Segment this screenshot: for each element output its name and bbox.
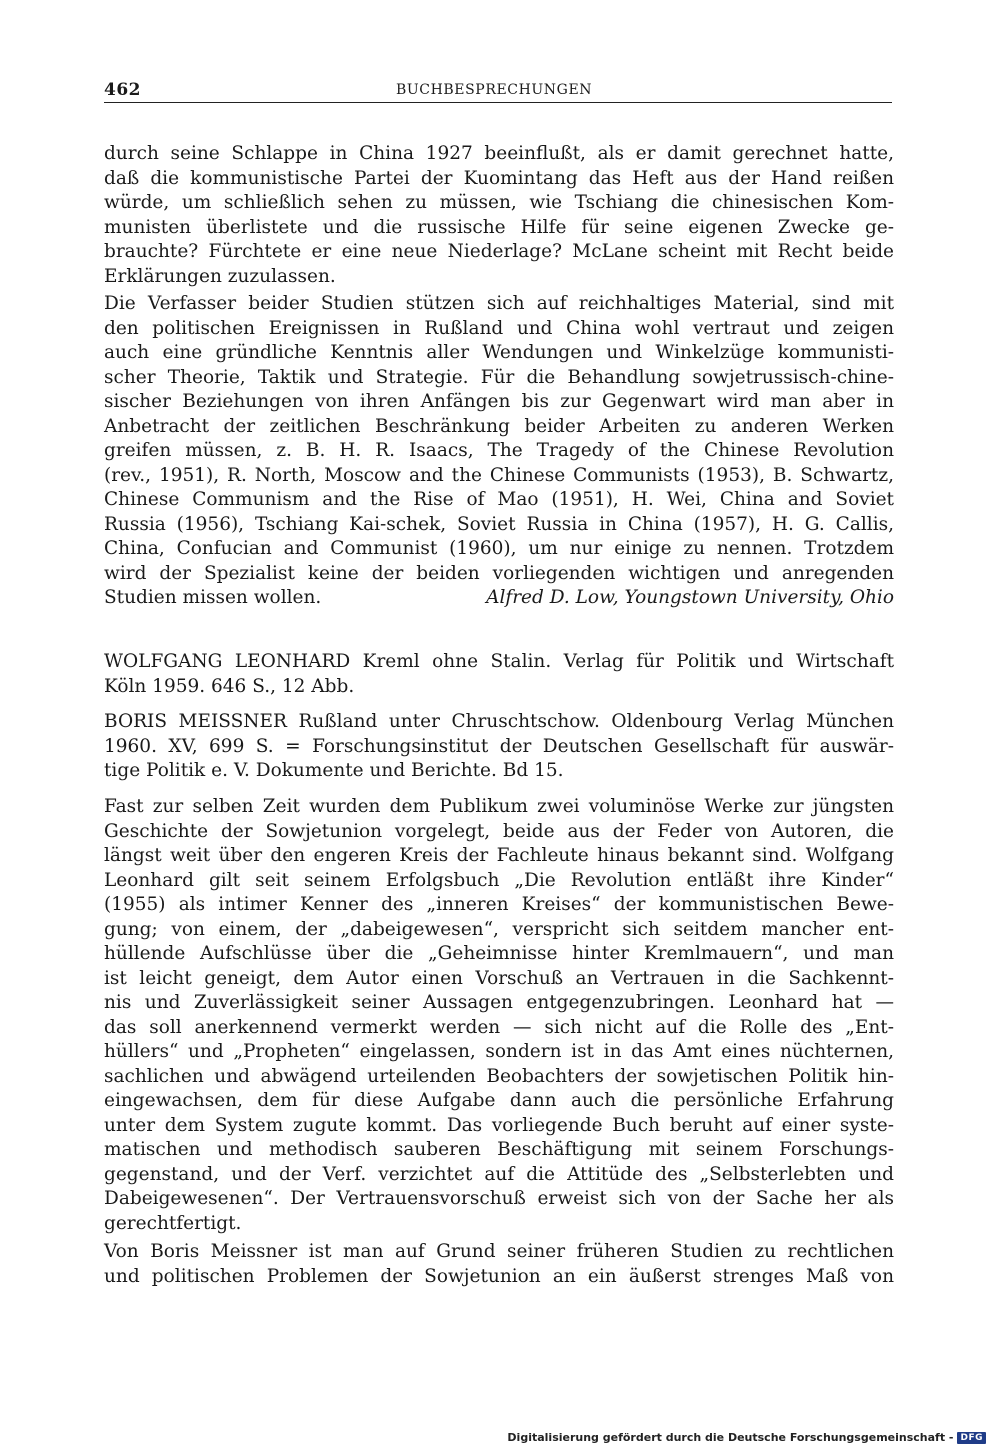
- text-line: sachlichen und abwägend urteilenden Beobachters der sowjetischen Politik hin-: [104, 1065, 894, 1087]
- text-line: längst weit über den engeren Kreis der Fachleute hinaus bekannt sind. Wolfgang: [104, 845, 894, 866]
- text-line: matischen und methodisch sauberen Beschäftigung mit seinem Forschungs-: [104, 1139, 894, 1160]
- page-number: 462: [104, 80, 141, 100]
- text-line: und politischen Problemen der Sowjetunion an ein äußerst strenges Maß von: [104, 1265, 894, 1287]
- text-line: auch eine gründliche Kenntnis aller Wendungen und Winkelzüge kommunisti-: [104, 342, 894, 363]
- review2-paragraph2: [104, 1240, 894, 1289]
- text-line: Erklärungen zuzulassen.: [104, 265, 336, 287]
- text-line: Chinese Communism and the Rise of Mao (1951), H. Wei, China and Soviet: [104, 489, 894, 510]
- text-line: nis und Zuverlässigkeit seiner Aussagen entgegenzubringen. Leonhard hat —: [104, 992, 894, 1013]
- text-line: hüllende Aufschlüsse über die „Geheimnisse hinter Kremlmauern“, und man: [104, 943, 894, 964]
- text-line: sischer Beziehungen von ihren Anfängen bis zur Gegenwart wird man aber in: [104, 391, 894, 412]
- text-line: hüllers“ und „Propheten“ eingelassen, sondern ist in das Amt eines nüchternen,: [104, 1041, 894, 1062]
- text-line: gegenstand, und der Verf. verzichtet auf die Attitüde des „Selbsterlebten und: [104, 1163, 894, 1185]
- text-line: (1955) als intimer Kenner des „inneren Kreises“ der kommunistischen Bewe-: [104, 894, 894, 915]
- text-line: Leonhard gilt seit seinem Erfolgsbuch „Die Revolution entläßt ihre Kinder“: [104, 869, 894, 891]
- final-line: Studien missen wollen.: [104, 587, 322, 608]
- text-line: eingewachsen, dem für diese Aufgabe dann auch die persönliche Erfahrung: [104, 1090, 894, 1111]
- reviewer-signature: Alfred D. Low, Youngstown University, Ohio: [486, 587, 894, 608]
- citation-line: BORIS MEISSNER Rußland unter Chruschtschow. Oldenbourg Verlag München: [104, 711, 894, 732]
- review2-paragraph1: [104, 795, 894, 1236]
- text-line: brauchte? Fürchtete er eine neue Niederlage? McLane scheint mit Recht beide: [104, 241, 894, 262]
- running-title: BUCHBESPRECHUNGEN: [396, 82, 593, 98]
- text-line: (rev., 1951), R. North, Moscow and the Chinese Communists (1953), B. Schwartz,: [104, 464, 894, 486]
- text-line: daß die kommunistische Partei der Kuomintang das Heft aus der Hand reißen: [104, 167, 894, 189]
- text-line: würde, um schließlich sehen zu müssen, wie Tschiang die chinesischen Kom-: [104, 192, 894, 213]
- text-line: den politischen Ereignissen in Rußland und China wohl vertraut und zeigen: [104, 317, 894, 339]
- text-line: Dabeigewesenen“. Der Vertrauensvorschuß erweist sich von der Sache her als: [104, 1188, 894, 1209]
- text-line: Fast zur selben Zeit wurden dem Publikum zwei voluminöse Werke zur jüngsten: [104, 796, 894, 817]
- text-line: gung; von einem, der „dabeigewesen“, verspricht sich seitdem mancher ent-: [104, 918, 894, 940]
- text-line: Anbetracht der zeitlichen Beschränkung beider Arbeiten zu anderen Werken: [104, 415, 894, 437]
- review2-book2-citation: [104, 710, 894, 784]
- citation-line: tige Politik e. V. Dokumente und Berichte. Bd 15.: [104, 760, 564, 781]
- text-line: Geschichte der Sowjetunion vorgelegt, beide aus der Feder von Autoren, die: [104, 820, 894, 842]
- footer-text: Digitalisierung gefördert durch die Deutsche Forschungsgemeinschaft -: [507, 1431, 954, 1444]
- review2-book1-citation: [104, 650, 894, 699]
- text-line: ist leicht geneigt, dem Autor einen Vorschuß an Vertrauen in die Sachkennt-: [104, 967, 894, 989]
- text-line: unter dem System zugute kommt. Das vorliegende Buch beruht auf einer syste-: [104, 1114, 894, 1136]
- text-line: [104, 586, 894, 611]
- text-line: greifen müssen, z. B. H. R. Isaacs, The Tragedy of the Chinese Revolution: [104, 440, 894, 461]
- review1-paragraph2: [104, 292, 894, 611]
- text-line: scher Theorie, Taktik und Strategie. Für die Behandlung sowjetrussisch-chine-: [104, 366, 894, 388]
- text-line: durch seine Schlappe in China 1927 beeinflußt, als er damit gerechnet hatte,: [104, 143, 894, 164]
- text-line: wird der Spezialist keine der beiden vorliegenden wichtigen und anregenden: [104, 562, 894, 584]
- text-line: Die Verfasser beider Studien stützen sich auf reichhaltiges Material, sind mit: [104, 293, 894, 314]
- text-line: Von Boris Meissner ist man auf Grund seiner früheren Studien zu rechtlichen: [104, 1241, 894, 1262]
- text-line: China, Confucian and Communist (1960), um nur einige zu nennen. Trotzdem: [104, 538, 894, 559]
- digitization-footer: [507, 1431, 986, 1444]
- page-header: [104, 80, 892, 103]
- review1-paragraph1: [104, 142, 894, 289]
- text-line: Russia (1956), Tschiang Kai-schek, Soviet Russia in China (1957), H. G. Callis,: [104, 513, 894, 535]
- dfg-logo-icon: DFG: [957, 1432, 986, 1444]
- citation-line: WOLFGANG LEONHARD Kreml ohne Stalin. Verlag für Politik und Wirtschaft: [104, 651, 894, 672]
- citation-line: Köln 1959. 646 S., 12 Abb.: [104, 675, 355, 697]
- text-line: das soll anerkennend vermerkt werden — sich nicht auf die Rolle des „Ent-: [104, 1016, 894, 1038]
- text-line: gerechtfertigt.: [104, 1212, 242, 1234]
- text-line: munisten überlistete und die russische Hilfe für seine eigenen Zwecke ge-: [104, 216, 894, 238]
- citation-line: 1960. XV, 699 S. = Forschungsinstitut der Deutschen Gesellschaft für auswär-: [104, 735, 894, 757]
